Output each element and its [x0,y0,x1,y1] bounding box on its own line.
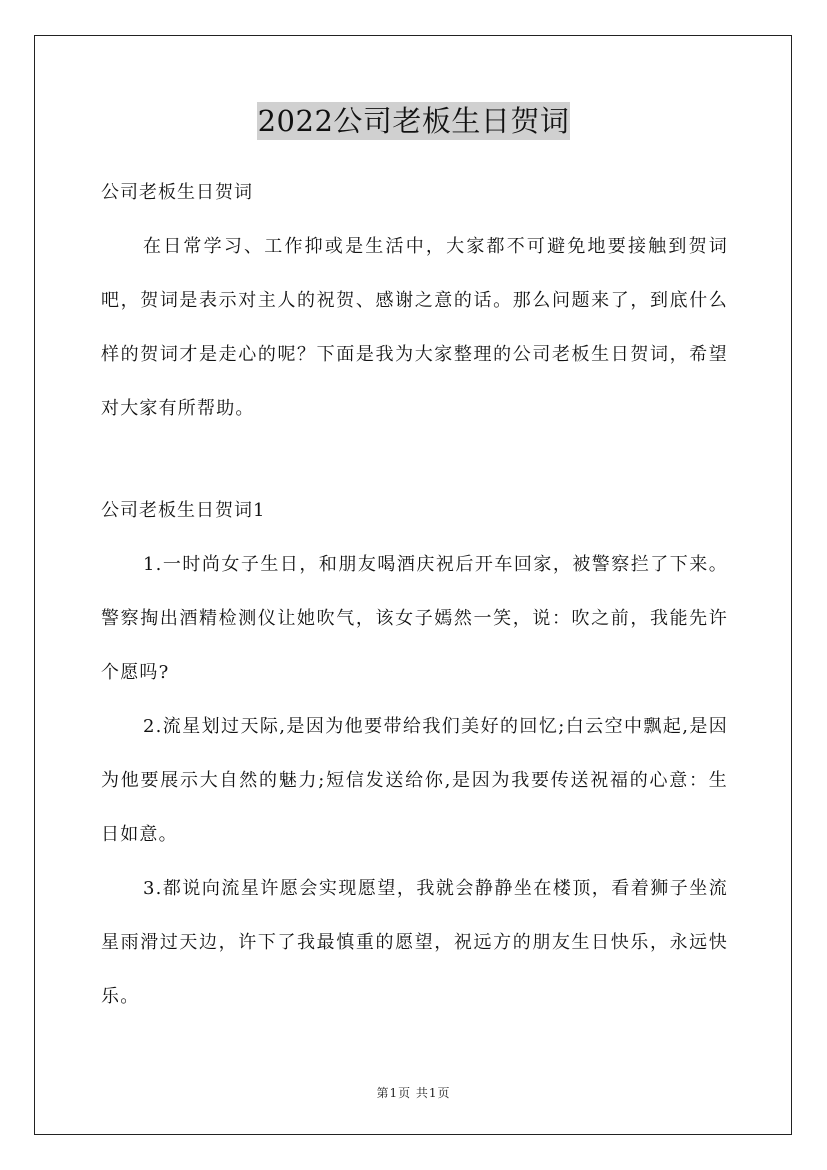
spacer [101,530,728,538]
subtitle: 公司老板生日贺词 [101,182,253,203]
spacer [101,436,728,492]
wish-paragraph-3: 3.都说向流星许愿会实现愿望，我就会静静坐在楼顶，看着狮子坐流星雨滑过天边，许下了我最慎重的愿望，祝远方的朋友生日快乐，永远快乐。 [101,878,728,1007]
document-title: 2022公司老板生日贺词 [257,104,570,138]
wish-paragraph-2: 2.流星划过天际,是因为他要带给我们美好的回忆;白云空中飘起,是因为他要展示大自然的魅力;短信发送给你,是因为我要传送祝福的心意：生日如意。 [101,716,728,845]
document-body [101,174,728,1024]
intro-paragraph: 在日常学习、工作抑或是生活中，大家都不可避免地要接触到贺词吧，贺词是表示对主人的祝贺、感谢之意的话。那么问题来了，到底什么样的贺词才是走心的呢？下面是我为大家整理的公司老板生日贺词，希望对大家有所帮助。 [101,236,728,419]
page-footer: 第1页 共1页 [376,1086,451,1100]
title-container [0,102,827,140]
section-heading: 公司老板生日贺词1 [101,500,266,521]
wish-paragraph-1: 1.一时尚女子生日，和朋友喝酒庆祝后开车回家，被警察拦了下来。警察掏出酒精检测仪让她吹气，该女子嫣然一笑，说：吹之前，我能先许个愿吗? [101,554,728,683]
spacer [101,212,728,220]
